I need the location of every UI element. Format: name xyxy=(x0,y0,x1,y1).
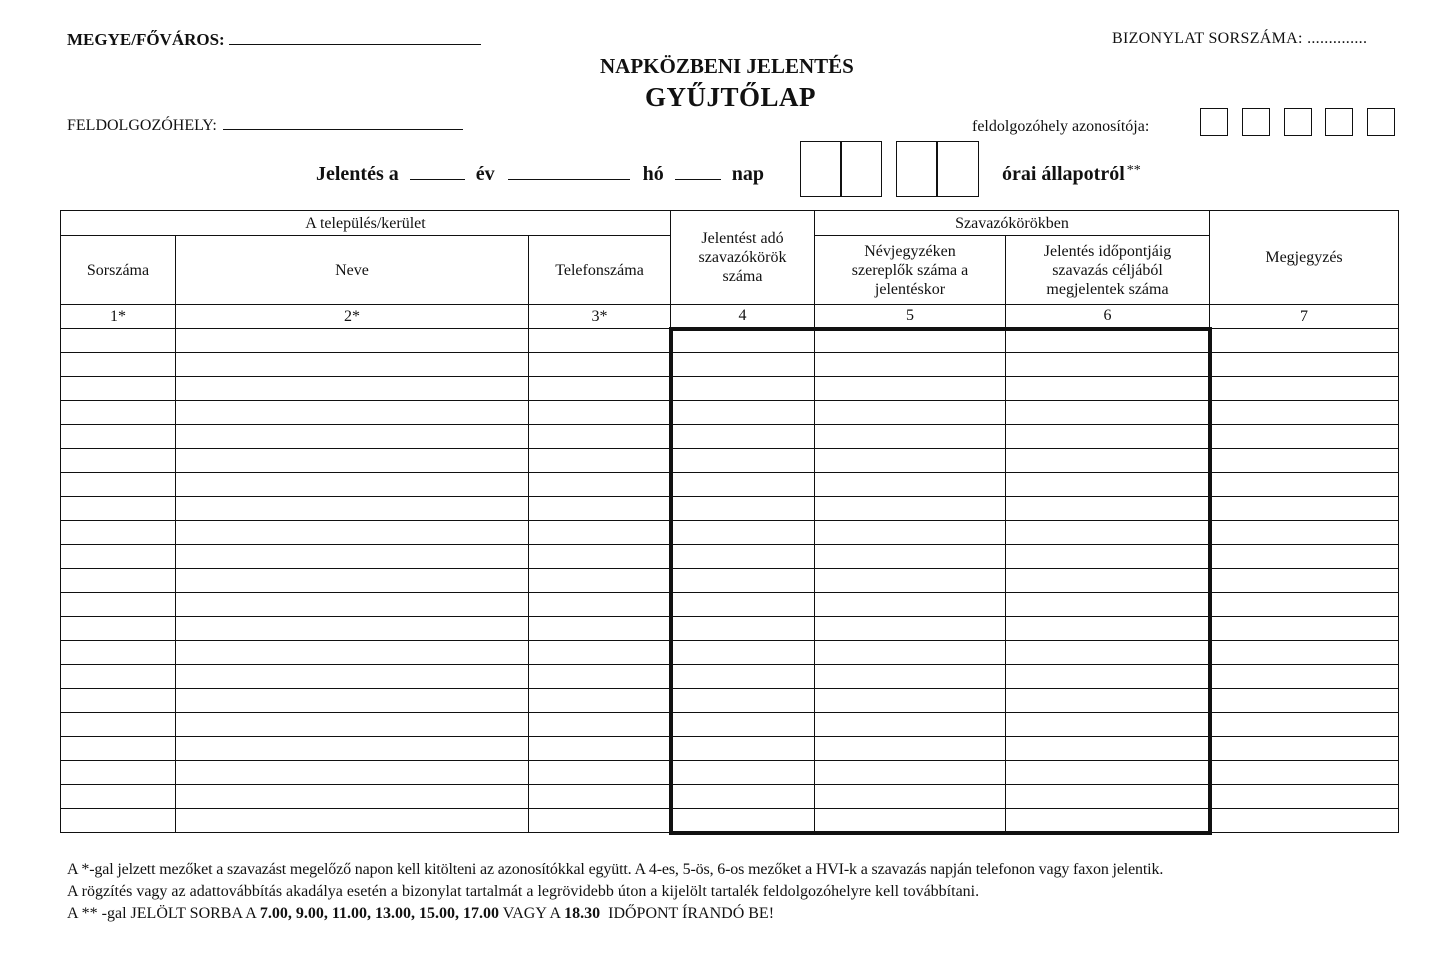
table-cell-col-7[interactable] xyxy=(1210,353,1399,377)
table-cell-col-3[interactable] xyxy=(529,473,671,497)
col-phone: Telefonszáma xyxy=(529,236,671,305)
table-cell-col-5[interactable] xyxy=(815,785,1006,809)
table-cell-col-3[interactable] xyxy=(529,617,671,641)
table-cell-col-1[interactable] xyxy=(61,641,176,665)
processing-site-field[interactable] xyxy=(223,129,463,130)
table-cell-col-5[interactable] xyxy=(815,593,1006,617)
table-cell-col-6[interactable] xyxy=(1006,353,1210,377)
table-cell-col-4[interactable] xyxy=(671,329,815,353)
table-cell-col-6[interactable] xyxy=(1006,665,1210,689)
table-cell-col-7[interactable] xyxy=(1210,473,1399,497)
table-cell-col-5[interactable] xyxy=(815,329,1006,353)
table-cell-col-3[interactable] xyxy=(529,641,671,665)
table-cell-col-5[interactable] xyxy=(815,737,1006,761)
year-label: év xyxy=(475,163,495,185)
table-cell-col-1[interactable] xyxy=(61,353,176,377)
table-cell-col-7[interactable] xyxy=(1210,377,1399,401)
table-cell-col-4[interactable] xyxy=(671,425,815,449)
table-cell-col-4[interactable] xyxy=(671,593,815,617)
table-cell-col-1[interactable] xyxy=(61,593,176,617)
table-cell-col-3[interactable] xyxy=(529,593,671,617)
column-number-1: 1* xyxy=(61,305,176,329)
table-cell-col-6[interactable] xyxy=(1006,617,1210,641)
table-cell-col-4[interactable] xyxy=(671,665,815,689)
table-cell-col-2[interactable] xyxy=(176,641,529,665)
table-cell-col-2[interactable] xyxy=(176,737,529,761)
table-cell-col-6[interactable] xyxy=(1006,593,1210,617)
table-cell-col-5[interactable] xyxy=(815,569,1006,593)
table-cell-col-2[interactable] xyxy=(176,497,529,521)
table-cell-col-2[interactable] xyxy=(176,809,529,833)
table-cell-col-2[interactable] xyxy=(176,545,529,569)
table-cell-col-1[interactable] xyxy=(61,761,176,785)
table-cell-col-1[interactable] xyxy=(61,689,176,713)
table-cell-col-6[interactable] xyxy=(1006,809,1210,833)
col-notes: Megjegyzés xyxy=(1210,211,1399,305)
table-cell-col-1[interactable] xyxy=(61,569,176,593)
table-cell-col-3[interactable] xyxy=(529,809,671,833)
minute-box-2[interactable] xyxy=(936,141,979,197)
table-cell-col-4[interactable] xyxy=(671,641,815,665)
table-row xyxy=(61,737,1399,761)
table-cell-col-2[interactable] xyxy=(176,377,529,401)
table-cell-col-7[interactable] xyxy=(1210,497,1399,521)
column-number-7: 7 xyxy=(1210,305,1399,329)
site-id-box-5[interactable] xyxy=(1367,108,1395,136)
table-cell-col-3[interactable] xyxy=(529,329,671,353)
footer-note-3-b: VAGY A xyxy=(499,905,565,922)
column-number-5: 5 xyxy=(815,305,1006,329)
table-cell-col-1[interactable] xyxy=(61,809,176,833)
footer-note-3-last: 18.30 xyxy=(564,905,601,922)
report-line xyxy=(316,163,764,186)
table-cell-col-6[interactable] xyxy=(1006,713,1210,737)
table-cell-col-6[interactable] xyxy=(1006,689,1210,713)
table-cell-col-5[interactable] xyxy=(815,401,1006,425)
table-cell-col-1[interactable] xyxy=(61,617,176,641)
column-number-3: 3* xyxy=(529,305,671,329)
table-cell-col-4[interactable] xyxy=(671,497,815,521)
table-cell-col-3[interactable] xyxy=(529,689,671,713)
table-cell-col-6[interactable] xyxy=(1006,785,1210,809)
column-number-row xyxy=(61,305,1399,329)
table-cell-col-4[interactable] xyxy=(671,449,815,473)
group-precincts: Szavazókörökben xyxy=(815,211,1210,236)
table-row xyxy=(61,521,1399,545)
table-cell-col-3[interactable] xyxy=(529,569,671,593)
table-cell-col-2[interactable] xyxy=(176,449,529,473)
col-name: Neve xyxy=(176,236,529,305)
table-row xyxy=(61,809,1399,833)
table-cell-col-5[interactable] xyxy=(815,521,1006,545)
report-suffix-text: órai állapotról xyxy=(1002,163,1125,185)
table-cell-col-7[interactable] xyxy=(1210,593,1399,617)
table-cell-col-4[interactable] xyxy=(671,569,815,593)
table-cell-col-3[interactable] xyxy=(529,785,671,809)
table-row xyxy=(61,353,1399,377)
table-cell-col-1[interactable] xyxy=(61,329,176,353)
table-cell-col-6[interactable] xyxy=(1006,377,1210,401)
county-field[interactable] xyxy=(229,44,481,45)
table-cell-col-4[interactable] xyxy=(671,473,815,497)
month-label: hó xyxy=(642,163,664,185)
table-row xyxy=(61,473,1399,497)
table-cell-col-7[interactable] xyxy=(1210,809,1399,833)
table-cell-col-7[interactable] xyxy=(1210,689,1399,713)
hour-box-2[interactable] xyxy=(840,141,882,197)
table-cell-col-3[interactable] xyxy=(529,713,671,737)
table-cell-col-3[interactable] xyxy=(529,425,671,449)
title-line2: GYŰJTŐLAP xyxy=(645,82,817,112)
table-cell-col-4[interactable] xyxy=(671,689,815,713)
day-field[interactable] xyxy=(675,179,721,180)
col-serial: Sorszáma xyxy=(61,236,176,305)
table-cell-col-2[interactable] xyxy=(176,713,529,737)
header-row-groups xyxy=(61,211,1399,236)
table-cell-col-2[interactable] xyxy=(176,329,529,353)
table-row xyxy=(61,785,1399,809)
table-cell-col-6[interactable] xyxy=(1006,641,1210,665)
table-cell-col-5[interactable] xyxy=(815,377,1006,401)
table-row xyxy=(61,593,1399,617)
table-cell-col-7[interactable] xyxy=(1210,665,1399,689)
table-row xyxy=(61,617,1399,641)
column-number-2: 2* xyxy=(176,305,529,329)
table-cell-col-2[interactable] xyxy=(176,569,529,593)
table-cell-col-3[interactable] xyxy=(529,665,671,689)
table-cell-col-5[interactable] xyxy=(815,809,1006,833)
table-cell-col-5[interactable] xyxy=(815,665,1006,689)
table-cell-col-4[interactable] xyxy=(671,545,815,569)
table-cell-col-3[interactable] xyxy=(529,545,671,569)
table-cell-col-2[interactable] xyxy=(176,425,529,449)
table-row xyxy=(61,401,1399,425)
table-cell-col-6[interactable] xyxy=(1006,737,1210,761)
table-cell-col-2[interactable] xyxy=(176,617,529,641)
footer-note-2: A rögzítés vagy az adattovábbítás akadálya esetén a bizonylat tartalmát a legrövidebb úton a kijelölt tartalék feldolgozóhelyre kell továbbítani. xyxy=(67,883,980,900)
site-id-box-2[interactable] xyxy=(1242,108,1270,136)
processing-site-id-label: feldolgozóhely azonosítója: xyxy=(972,118,1150,135)
table-cell-col-7[interactable] xyxy=(1210,545,1399,569)
table-cell-col-2[interactable] xyxy=(176,401,529,425)
table-cell-col-2[interactable] xyxy=(176,593,529,617)
table-cell-col-4[interactable] xyxy=(671,809,815,833)
table-cell-col-6[interactable] xyxy=(1006,473,1210,497)
group-settlement: A település/kerület xyxy=(61,211,671,236)
document-number-field[interactable]: .............. xyxy=(1307,30,1368,47)
table-row xyxy=(61,641,1399,665)
table-cell-col-6[interactable] xyxy=(1006,569,1210,593)
table-cell-col-7[interactable] xyxy=(1210,641,1399,665)
table-cell-col-6[interactable] xyxy=(1006,545,1210,569)
processing-site-label xyxy=(67,117,463,135)
table-cell-col-5[interactable] xyxy=(815,497,1006,521)
table-cell-col-1[interactable] xyxy=(61,545,176,569)
table-cell-col-7[interactable] xyxy=(1210,401,1399,425)
table-cell-col-7[interactable] xyxy=(1210,425,1399,449)
table-cell-col-3[interactable] xyxy=(529,761,671,785)
table-cell-col-7[interactable] xyxy=(1210,617,1399,641)
col-reporting-precincts: Jelentést adó szavazókörök száma xyxy=(671,211,815,305)
table-cell-col-2[interactable] xyxy=(176,353,529,377)
document-number xyxy=(1112,30,1367,48)
table-row xyxy=(61,449,1399,473)
site-id-box-1[interactable] xyxy=(1200,108,1228,136)
table-cell-col-1[interactable] xyxy=(61,737,176,761)
table-cell-col-5[interactable] xyxy=(815,353,1006,377)
table-body xyxy=(61,211,1399,833)
table-cell-col-1[interactable] xyxy=(61,377,176,401)
table-cell-col-3[interactable] xyxy=(529,353,671,377)
table-cell-col-7[interactable] xyxy=(1210,521,1399,545)
table-cell-col-7[interactable] xyxy=(1210,329,1399,353)
table-cell-col-4[interactable] xyxy=(671,617,815,641)
processing-site-label-text: FELDOLGOZÓHELY: xyxy=(67,117,217,134)
table-cell-col-6[interactable] xyxy=(1006,449,1210,473)
column-number-6: 6 xyxy=(1006,305,1210,329)
col-appeared-voters: Jelentés időpontjáig szavazás céljából megjelentek száma xyxy=(1006,236,1210,305)
table-cell-col-4[interactable] xyxy=(671,761,815,785)
table-cell-col-2[interactable] xyxy=(176,473,529,497)
day-label: nap xyxy=(731,163,765,185)
table-cell-col-7[interactable] xyxy=(1210,713,1399,737)
table-cell-col-5[interactable] xyxy=(815,545,1006,569)
table-row xyxy=(61,761,1399,785)
table-cell-col-1[interactable] xyxy=(61,449,176,473)
table-cell-col-3[interactable] xyxy=(529,521,671,545)
table-cell-col-2[interactable] xyxy=(176,761,529,785)
table-row xyxy=(61,545,1399,569)
table-cell-col-1[interactable] xyxy=(61,521,176,545)
table-cell-col-5[interactable] xyxy=(815,713,1006,737)
table-cell-col-5[interactable] xyxy=(815,449,1006,473)
table-cell-col-5[interactable] xyxy=(815,425,1006,449)
table-cell-col-2[interactable] xyxy=(176,689,529,713)
year-field[interactable] xyxy=(410,179,465,180)
table-cell-col-3[interactable] xyxy=(529,401,671,425)
footer-note-3-c: IDŐPONT ÍRANDÓ BE! xyxy=(600,905,775,922)
report-suffix xyxy=(1002,163,1141,186)
table-cell-col-1[interactable] xyxy=(61,425,176,449)
col-registered-voters: Névjegyzéken szereplők száma a jelentéskor xyxy=(815,236,1006,305)
table-cell-col-6[interactable] xyxy=(1006,425,1210,449)
hour-box-1[interactable] xyxy=(800,141,842,197)
table-cell-col-2[interactable] xyxy=(176,521,529,545)
table-cell-col-4[interactable] xyxy=(671,401,815,425)
table-row xyxy=(61,665,1399,689)
table-cell-col-4[interactable] xyxy=(671,713,815,737)
footer-note-3-times: 7.00, 9.00, 11.00, 13.00, 15.00, 17.00 xyxy=(259,905,500,922)
site-id-box-4[interactable] xyxy=(1325,108,1353,136)
column-number-4: 4 xyxy=(671,305,815,329)
table-cell-col-1[interactable] xyxy=(61,785,176,809)
table-cell-col-6[interactable] xyxy=(1006,761,1210,785)
table-cell-col-5[interactable] xyxy=(815,617,1006,641)
table-cell-col-4[interactable] xyxy=(671,353,815,377)
table-cell-col-7[interactable] xyxy=(1210,785,1399,809)
table-cell-col-7[interactable] xyxy=(1210,761,1399,785)
table-row xyxy=(61,425,1399,449)
table-cell-col-1[interactable] xyxy=(61,473,176,497)
table-cell-col-1[interactable] xyxy=(61,401,176,425)
report-prefix: Jelentés a xyxy=(316,163,399,185)
table-cell-col-2[interactable] xyxy=(176,665,529,689)
table-cell-col-1[interactable] xyxy=(61,497,176,521)
footer-note-3-a: A ** -gal JELÖLT SORBA A xyxy=(67,905,260,922)
collection-table xyxy=(60,210,1399,835)
table-cell-col-4[interactable] xyxy=(671,737,815,761)
table-cell-col-2[interactable] xyxy=(176,785,529,809)
report-suffix-mark: ** xyxy=(1126,163,1141,178)
table-row xyxy=(61,713,1399,737)
table-cell-col-3[interactable] xyxy=(529,377,671,401)
document-number-label: BIZONYLAT SORSZÁMA: xyxy=(1112,30,1303,47)
table-cell-col-4[interactable] xyxy=(671,785,815,809)
table-cell-col-6[interactable] xyxy=(1006,401,1210,425)
table-cell-col-6[interactable] xyxy=(1006,497,1210,521)
title-line1: NAPKÖZBENI JELENTÉS xyxy=(600,54,854,78)
table-row xyxy=(61,497,1399,521)
table-cell-col-5[interactable] xyxy=(815,473,1006,497)
table-cell-col-6[interactable] xyxy=(1006,329,1210,353)
table-cell-col-7[interactable] xyxy=(1210,569,1399,593)
month-field[interactable] xyxy=(508,179,630,180)
table-row xyxy=(61,329,1399,353)
table-cell-col-5[interactable] xyxy=(815,689,1006,713)
table-cell-col-4[interactable] xyxy=(671,521,815,545)
table-cell-col-5[interactable] xyxy=(815,641,1006,665)
table-row xyxy=(61,569,1399,593)
table-cell-col-3[interactable] xyxy=(529,449,671,473)
table-cell-col-7[interactable] xyxy=(1210,449,1399,473)
table-cell-col-4[interactable] xyxy=(671,377,815,401)
table-cell-col-7[interactable] xyxy=(1210,737,1399,761)
table-cell-col-3[interactable] xyxy=(529,737,671,761)
county-label-text: MEGYE/FŐVÁROS: xyxy=(67,30,225,49)
table-cell-col-3[interactable] xyxy=(529,497,671,521)
table-row xyxy=(61,377,1399,401)
footer-note-1: A *-gal jelzett mezőket a szavazást megelőző napon kell kitölteni az azonosítókkal együtt. A 4-es, 5-ös, 6-os mezőket a HVI-k a szavazás napján telefonon vagy faxon jelentik. xyxy=(67,861,1164,878)
table-row xyxy=(61,689,1399,713)
minute-box-1[interactable] xyxy=(896,141,938,197)
site-id-box-3[interactable] xyxy=(1284,108,1312,136)
footer-note-3 xyxy=(67,904,774,923)
table-cell-col-5[interactable] xyxy=(815,761,1006,785)
table-cell-col-1[interactable] xyxy=(61,713,176,737)
county-label xyxy=(67,30,481,50)
table-cell-col-1[interactable] xyxy=(61,665,176,689)
table-cell-col-6[interactable] xyxy=(1006,521,1210,545)
